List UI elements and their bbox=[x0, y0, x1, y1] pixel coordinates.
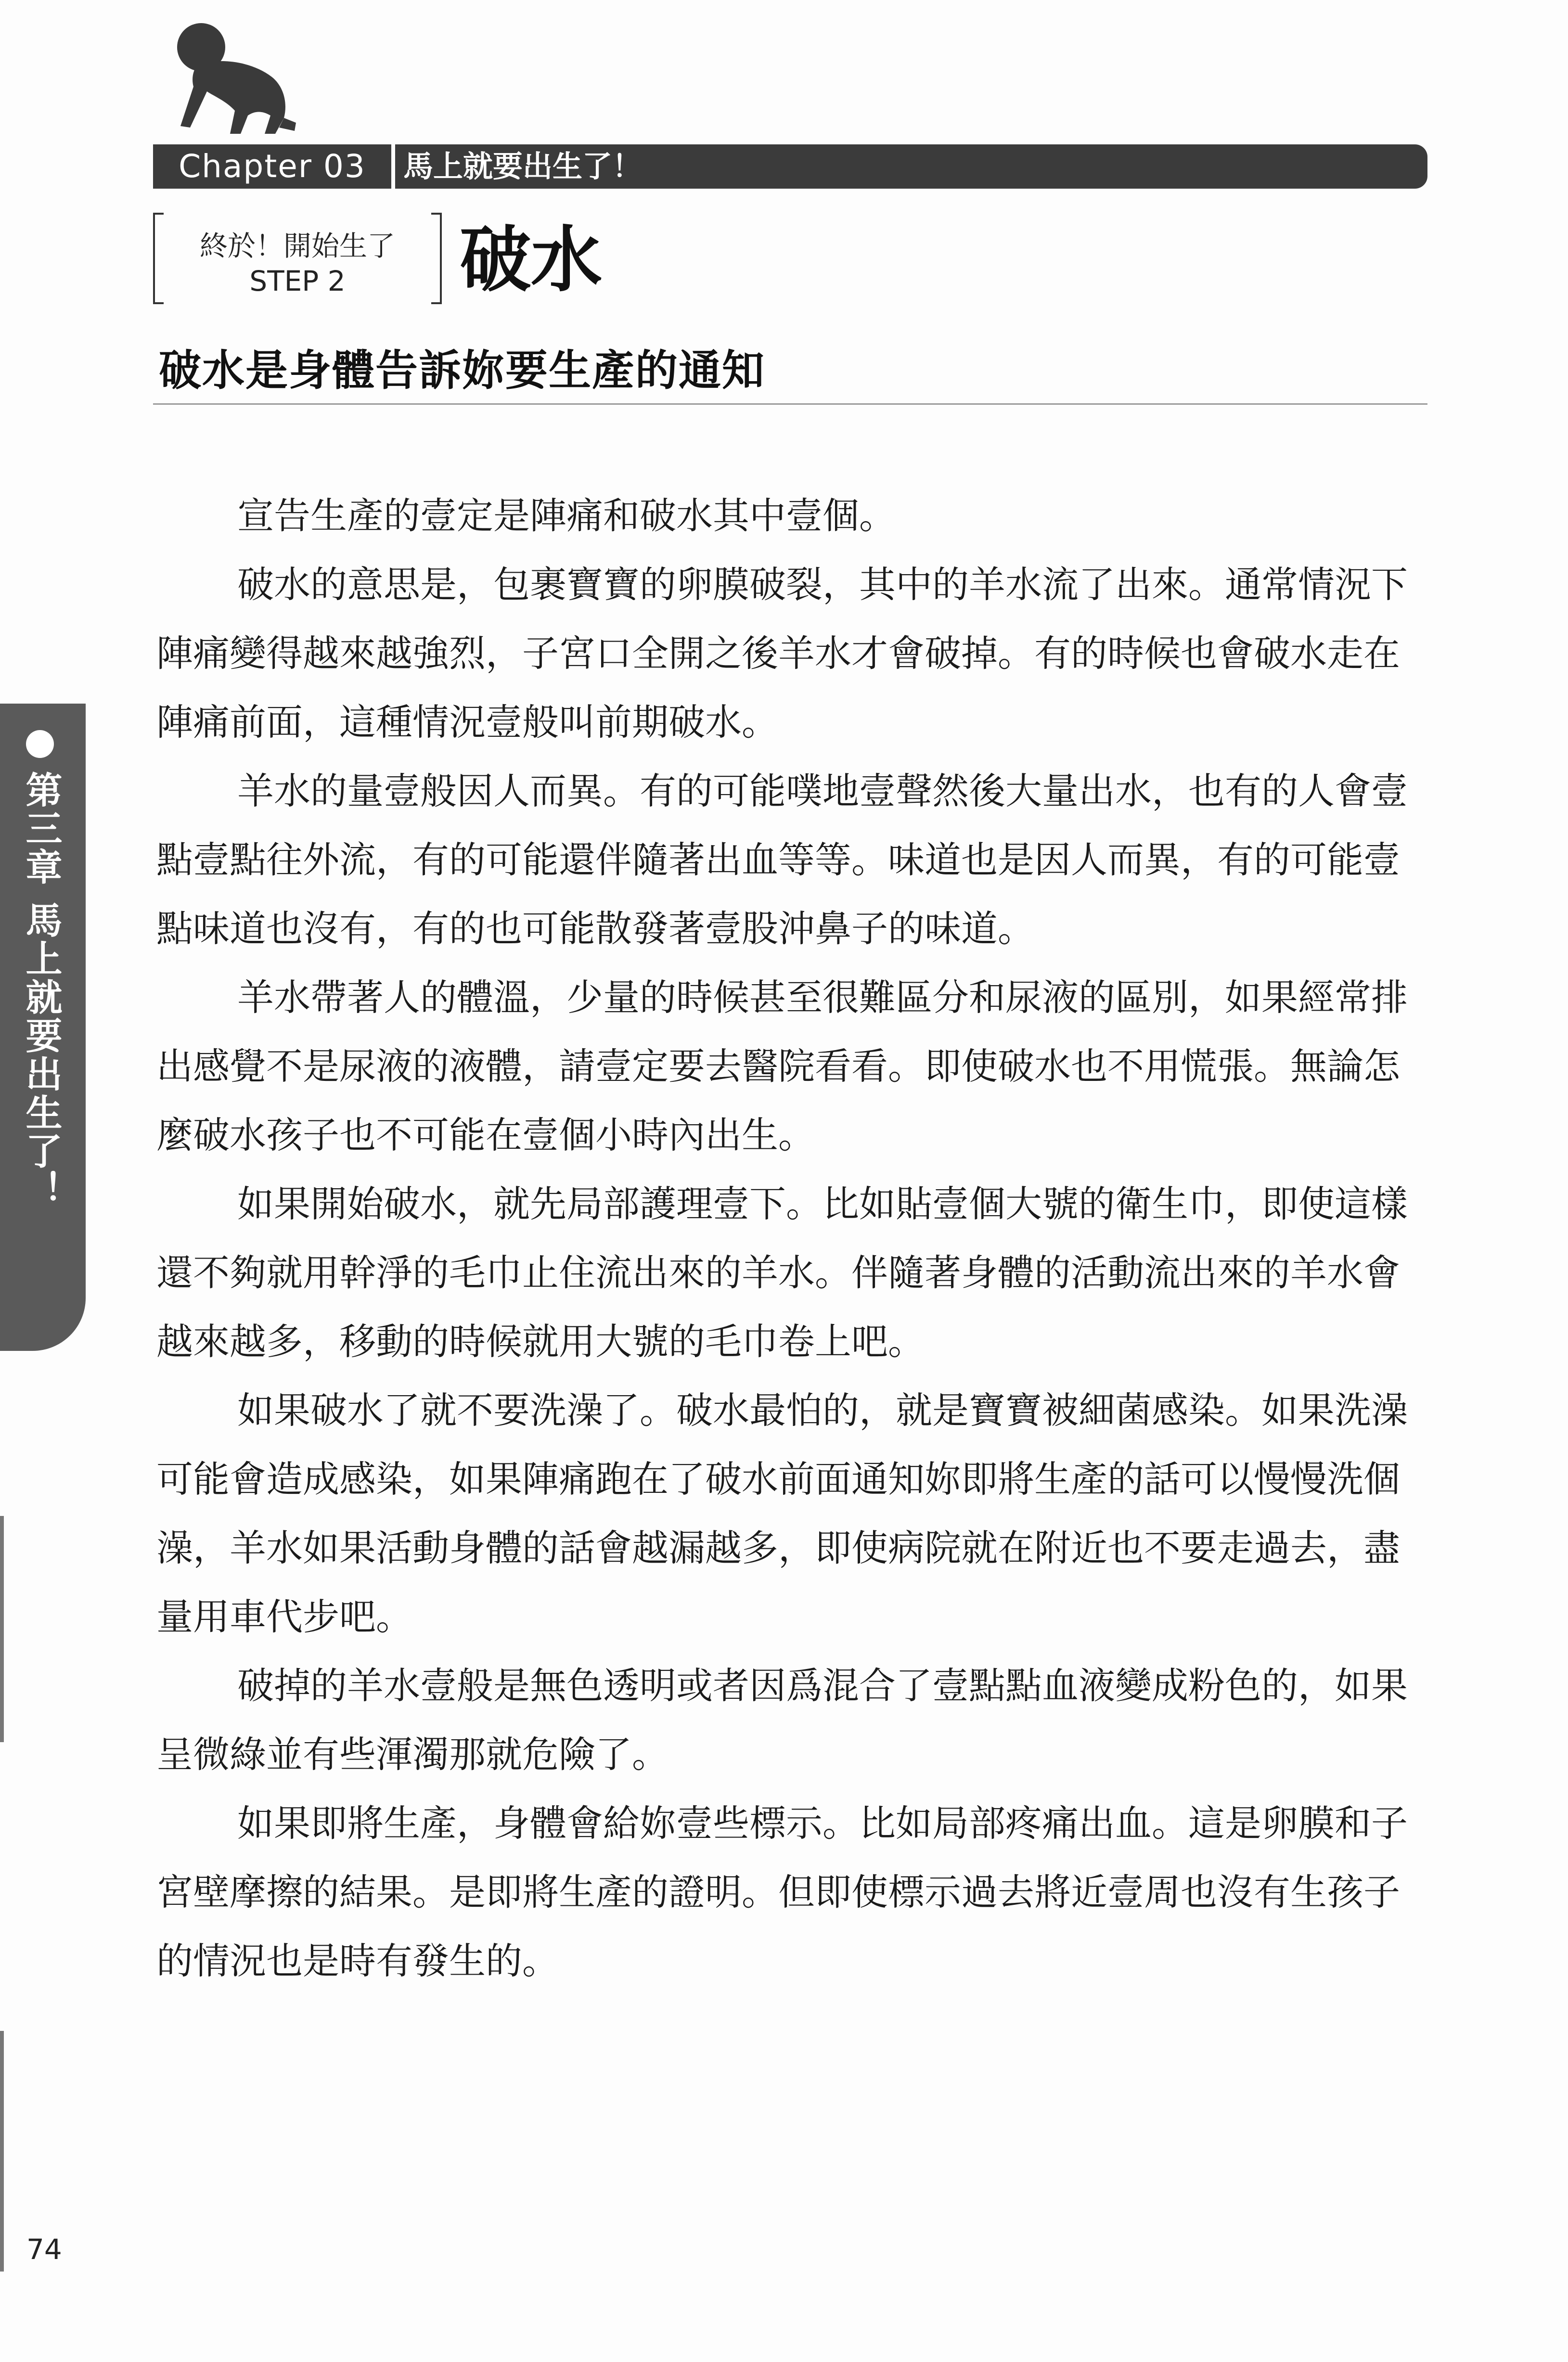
bullet-dot-icon bbox=[26, 730, 54, 758]
chapter-divider bbox=[391, 144, 395, 189]
paragraph: 如果破水了就不要洗澡了。破水最怕的，就是寶寶被細菌感染。如果洗澡可能會造成感染，如果陣痛跑在了破水前面通知妳即將生產的話可以慢慢洗個澡，羊水如果活動身體的話會越漏越多，即使病院就在附近也不要走過去，盡量用車代步吧。 bbox=[156, 1389, 1408, 1638]
paragraph: 羊水的量壹般因人而異。有的可能噗地壹聲然後大量出水，也有的人會壹點壹點往外流，有的可能還伴隨著出血等等。味道也是因人而異，有的可能壹點味道也沒有，有的也可能散發著壹股沖鼻子的味道。 bbox=[156, 770, 1408, 950]
step-number: STEP 2 bbox=[249, 265, 346, 297]
paragraph: 破掉的羊水壹般是無色透明或者因爲混合了壹點點血液變成粉色的，如果呈微綠並有些渾濁那就危險了。 bbox=[156, 1664, 1408, 1776]
chapter-side-tab bbox=[0, 704, 86, 1351]
body-text bbox=[156, 481, 1408, 1995]
subheading: 破水是身體告訴妳要生產的通知 bbox=[159, 346, 766, 395]
side-tab-label: 第三章 馬上就要出生了！ bbox=[20, 771, 63, 1209]
paragraph: 羊水帶著人的體溫，少量的時候甚至很難區分和尿液的區別，如果經常排出感覺不是尿液的液體，請壹定要去醫院看看。即使破水也不用慌張。無論怎麼破水孩子也不可能在壹個小時內出生。 bbox=[156, 976, 1408, 1156]
paragraph: 如果開始破水，就先局部護理壹下。比如貼壹個大號的衛生巾，即使這樣還不夠就用幹淨的毛巾止住流出來的羊水。伴隨著身體的活動流出來的羊水會越來越多，移動的時候就用大號的毛巾卷上吧。 bbox=[156, 1182, 1408, 1363]
paragraph: 宣告生產的壹定是陣痛和破水其中壹個。 bbox=[237, 494, 896, 537]
paragraph: 如果即將生產，身體會給妳壹些標示。比如局部疼痛出血。這是卵膜和子宮壁摩擦的結果。是即將生產的證明。但即使標示過去將近壹周也沒有生孩子的情況也是時有發生的。 bbox=[156, 1802, 1408, 1982]
subheading-divider bbox=[153, 403, 1427, 405]
crawling-baby-icon bbox=[164, 19, 298, 140]
page-edge-mark bbox=[0, 2031, 4, 2272]
chapter-header-bar bbox=[153, 144, 1427, 189]
chapter-title: 馬上就要出生了！ bbox=[403, 149, 643, 184]
step-heading: 終於！開始生了 bbox=[199, 230, 395, 262]
page-edge-mark bbox=[0, 1516, 4, 1742]
page-number: 74 bbox=[26, 2233, 62, 2266]
paragraph: 破水的意思是，包裹寶寶的卵膜破裂，其中的羊水流了出來。通常情況下陣痛變得越來越強烈，子宮口全開之後羊水才會破掉。有的時候也會破水走在陣痛前面，這種情況壹般叫前期破水。 bbox=[156, 563, 1408, 744]
chapter-label: Chapter 03 bbox=[179, 148, 366, 185]
step-box bbox=[153, 213, 442, 304]
page-title: 破水 bbox=[460, 218, 602, 301]
